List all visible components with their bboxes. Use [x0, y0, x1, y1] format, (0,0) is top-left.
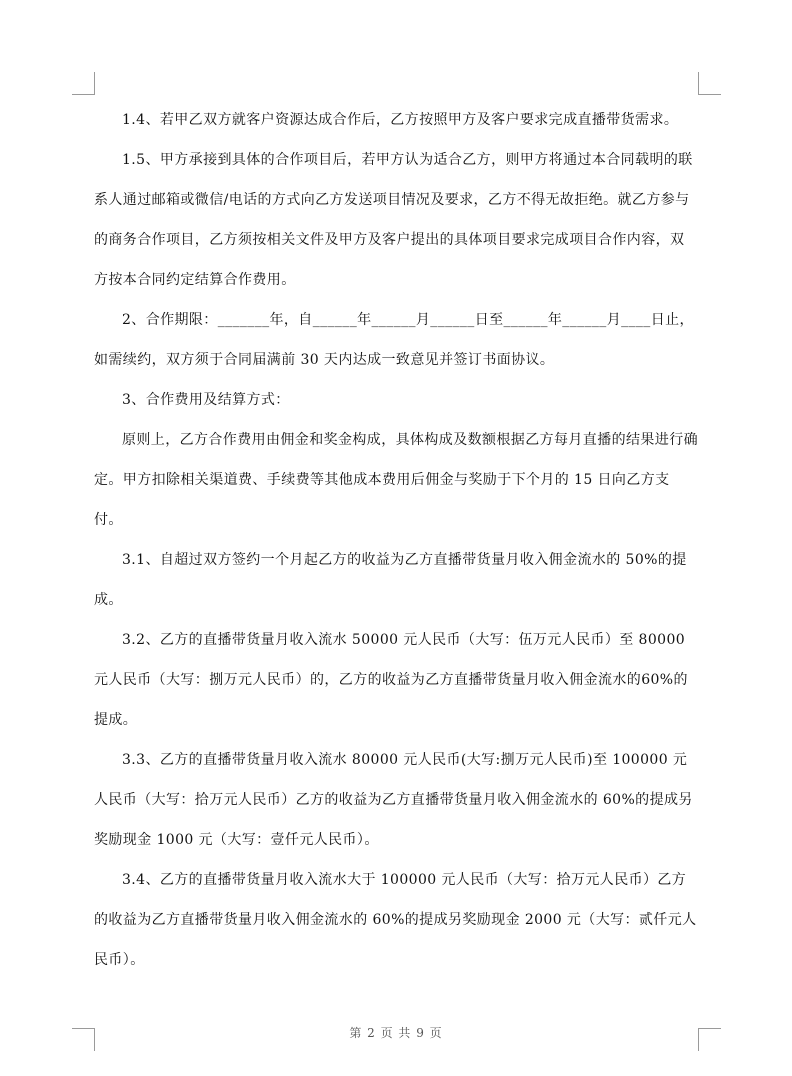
- clause-3-3: 3.3、乙方的直播带货量月收入流水 80000 元人民币(大写:捌万元人民币)至 100000 元人民币（大写：拾万元人民币）乙方的收益为乙方直播带货量月收入佣金流水的 60%的提成另奖励现金 1000 元（大写：壹仟元人民币）。: [94, 752, 693, 848]
- clause-3-4: 3.4、乙方的直播带货量月收入流水大于 100000 元人民币（大写：拾万元人民币）乙方的收益为乙方直播带货量月收入佣金流水的 60%的提成另奖励现金 2000 元（大写：贰仟元人民币）。: [94, 872, 697, 968]
- clause-3-2: 3.2、乙方的直播带货量月收入流水 50000 元人民币（大写：伍万元人民币）至 80000 元人民币（大写：捌万元人民币）的，乙方的收益为乙方直播带货量月收入佣金流水的60%的提成。: [94, 632, 688, 728]
- clause-3-1: 3.1、自超过双方签约一个月起乙方的收益为乙方直播带货量月收入佣金流水的 50%的提成。: [94, 552, 687, 608]
- crop-mark-top-left: [72, 72, 95, 95]
- clause-2-term: 2、合作期限：_______年，自______年______月______日至______年______月____日止，如需续约，双方须于合同届满前 30 天内达成一致意见并签订书面协议。: [94, 312, 694, 368]
- clause-1-4: 1.4、若甲乙双方就客户资源达成合作后，乙方按照甲方及客户要求完成直播带货需求。: [122, 112, 679, 128]
- clause-3-principle: 原则上，乙方合作费用由佣金和奖金构成，具体构成及数额根据乙方每月直播的结果进行确定。甲方扣除相关渠道费、手续费等其他成本费用后佣金与奖励于下个月的 15 日向乙方支付。: [94, 432, 698, 528]
- clause-1-5: 1.5、甲方承接到具体的合作项目后，若甲方认为适合乙方，则甲方将通过本合同载明的联系人通过邮箱或微信/电话的方式向乙方发送项目情况及要求，乙方不得无故拒绝。就乙方参与的商务合作项目，乙方须按相关文件及甲方及客户提出的具体项目要求完成项目合作内容，双方按本合同约定结算合作费用。: [94, 152, 693, 288]
- clause-3-heading: 3、合作费用及结算方式：: [122, 392, 290, 408]
- document-body: [94, 100, 698, 980]
- page-number-footer: 第 2 页 共 9 页: [349, 1026, 443, 1040]
- crop-mark-top-right: [698, 72, 721, 95]
